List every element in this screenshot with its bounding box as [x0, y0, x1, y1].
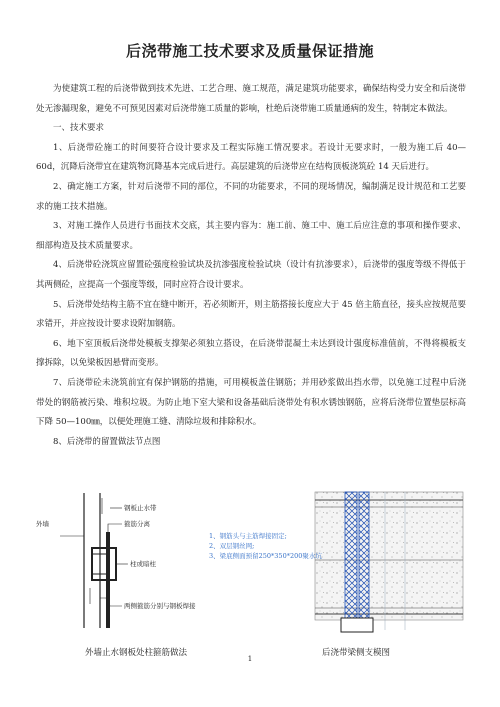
caption-left: 外墙止水钢板处柱箍筋做法 — [85, 648, 188, 658]
paragraph-item-1: 1、后浇带砼施工的时间要符合设计要求及工程实际施工情况要求。若设计无要求时，一般为施工后 40—60d，沉降后浇带宜在建筑物沉降基本完成后进行。高层建筑的后浇带应在结构顶板浇筑砼 14 天后进行。 — [36, 142, 466, 173]
paragraph-item-6: 6、地下室顶板后浇带处模板支撑架必须独立搭设，在后浇带混凝土未达到设计强度标准值前，不得将模板支撑拆除，以免梁板因悬臂而变形。 — [36, 338, 466, 369]
page-number: 1 — [247, 655, 253, 663]
note-3: 3、梁底侧面预留250*350*200聚水坑 — [209, 552, 322, 560]
caption-right: 后浇带梁侧支模图 — [322, 648, 391, 658]
paragraph-item-8: 8、后浇带的留置做法节点图 — [53, 436, 161, 447]
paragraph-item-5: 5、后浇带处结构主筋不宜在缝中断开，若必须断开，则主筋搭接长度应大于 45 倍主筋直径，接头应按规范要求错开，并应按设计要求设附加钢筋。 — [36, 299, 466, 330]
intro-paragraph: 为使建筑工程的后浇带做到技术先进、工艺合理、施工规范，满足建筑功能要求，确保结构受力安全和后浇带处无渗漏现象，避免不可预见因素对后浇带施工质量的影响，杜绝后浇带施工质量通病的发生，特制定本做法。 — [36, 84, 466, 114]
note-2: 2、双层钢丝网; — [209, 542, 255, 550]
label-outer-wall: 外墙 — [36, 520, 49, 528]
note-1: 1、钢筋头与主筋焊接固定; — [209, 532, 287, 540]
paragraph-item-2: 2、确定施工方案，针对后浇带不同的部位，不同的功能要求，不同的现场情况，编制满足设计规范和工艺要求的施工技术措施。 — [36, 181, 466, 212]
section-heading: 一、技术要求 — [53, 123, 105, 134]
label-waterstop: 钢板止水带 — [124, 504, 157, 512]
paragraph-item-7: 7、后浇带砼未浇筑前宜有保护钢筋的措施，可用模板盖住钢筋；并用砂浆做出挡水带，以免施工过程中后浇带处的钢筋被污染、堆积垃圾。为防止地下室大梁和设备基础后浇带处有积水锈蚀钢筋，应将后浇带位置垫层标高下降 50—100㎜，以便处理施工缝、清除垃圾和排除积水。 — [36, 377, 466, 428]
label-weld: 两侧箍筋分别与钢板焊接 — [124, 602, 196, 610]
paragraph-item-4: 4、后浇带砼浇筑应留置砼强度检验试块及抗渗强度检验试块（设计有抗渗要求），后浇带的强度等级不得低于其两侧砼，应提高一个强度等级，同时应符合设计要求。 — [36, 260, 466, 290]
waterstop-detail-figure — [30, 488, 220, 638]
label-column: 柱或暗柱 — [130, 560, 156, 568]
paragraph-item-3: 3、对施工操作人员进行书面技术交底，其主要内容为：施工前、施工中、施工后应注意的事项和操作要求、细部构造及技术质量要求。 — [36, 221, 466, 251]
label-stirrup: 箍筋分离 — [124, 520, 150, 528]
document-body — [36, 80, 466, 452]
beam-formwork-figure — [205, 490, 465, 640]
document-title: 后浇带施工技术要求及质量保证措施 — [125, 42, 374, 60]
